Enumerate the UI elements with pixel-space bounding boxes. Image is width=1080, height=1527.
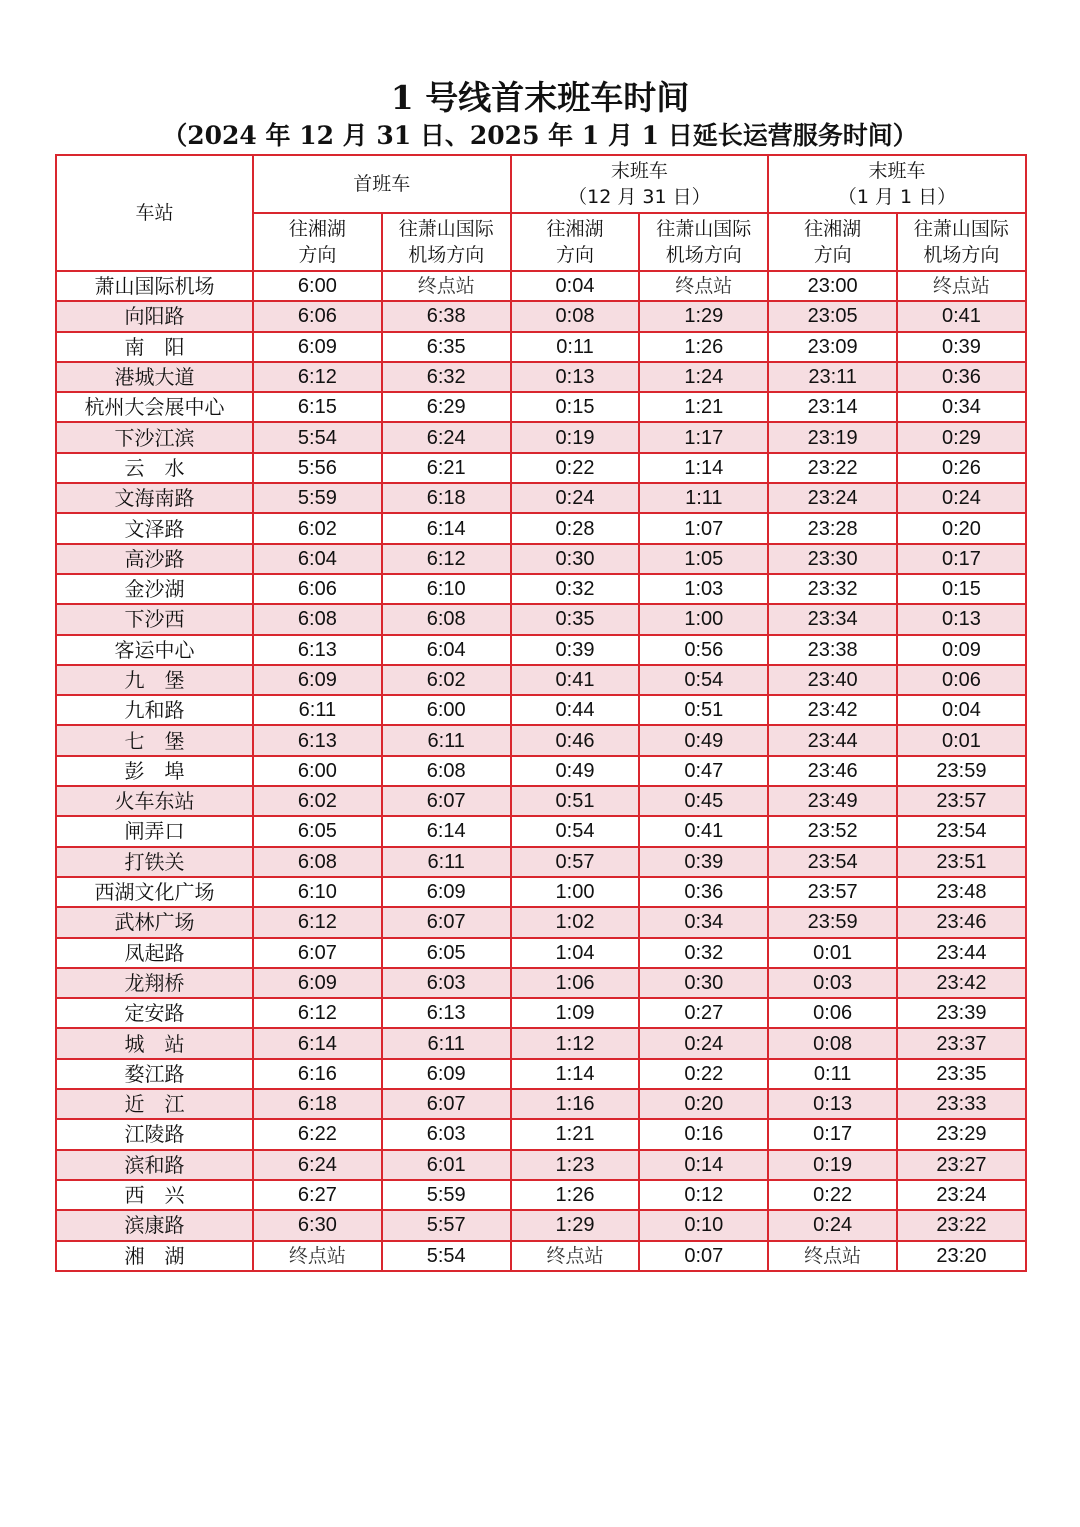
time-cell: 6:13: [382, 998, 511, 1028]
time-cell: 0:13: [897, 604, 1026, 634]
time-cell: 23:57: [768, 877, 897, 907]
time-cell: 6:12: [253, 907, 382, 937]
time-cell: 0:14: [639, 1150, 768, 1180]
time-cell: 5:57: [382, 1210, 511, 1240]
time-cell: 23:22: [768, 453, 897, 483]
table-row: [56, 968, 1026, 998]
table-row: [56, 938, 1026, 968]
time-cell: 6:27: [253, 1180, 382, 1210]
time-cell: 1:06: [511, 968, 640, 998]
time-cell: 6:05: [253, 816, 382, 846]
time-cell: 0:41: [639, 816, 768, 846]
time-cell: 0:19: [768, 1150, 897, 1180]
time-cell: 1:26: [511, 1180, 640, 1210]
time-cell: 23:42: [768, 695, 897, 725]
time-cell: 0:15: [511, 392, 640, 422]
time-cell: 0:24: [639, 1028, 768, 1058]
time-cell: 1:00: [511, 877, 640, 907]
time-cell: 6:08: [253, 604, 382, 634]
time-cell: 6:02: [253, 513, 382, 543]
time-cell: 0:10: [639, 1210, 768, 1240]
time-cell: 6:03: [382, 1119, 511, 1149]
header-dir-xianghu-jan1: [768, 213, 897, 271]
station-name: 龙翔桥: [56, 968, 253, 998]
time-cell: 23:57: [897, 786, 1026, 816]
time-cell: 0:30: [511, 544, 640, 574]
table-row: [56, 544, 1026, 574]
time-cell: 6:14: [382, 816, 511, 846]
time-cell: 1:12: [511, 1028, 640, 1058]
time-cell: 23:54: [768, 847, 897, 877]
header-last-train-dec31: [511, 155, 769, 213]
time-cell: 0:17: [897, 544, 1026, 574]
time-cell: 0:51: [511, 786, 640, 816]
time-cell: 0:20: [639, 1089, 768, 1119]
time-cell: 6:02: [382, 665, 511, 695]
time-cell: 6:12: [382, 544, 511, 574]
time-cell: 6:07: [253, 938, 382, 968]
time-cell: 6:12: [253, 998, 382, 1028]
header-last-train-dec31-line1: 末班车: [610, 160, 668, 182]
time-cell: 6:00: [382, 695, 511, 725]
table-row: [56, 1210, 1026, 1240]
time-cell: 0:30: [639, 968, 768, 998]
time-cell: 6:08: [382, 604, 511, 634]
time-cell: 0:04: [897, 695, 1026, 725]
terminal-cell: 终点站: [639, 271, 768, 301]
station-name: 近 江: [56, 1089, 253, 1119]
station-name: 城 站: [56, 1028, 253, 1058]
time-cell: 6:09: [253, 665, 382, 695]
time-cell: 0:15: [897, 574, 1026, 604]
time-cell: 6:09: [382, 877, 511, 907]
station-name: 滨和路: [56, 1150, 253, 1180]
time-cell: 23:32: [768, 574, 897, 604]
station-name: 杭州大会展中心: [56, 392, 253, 422]
time-cell: 23:44: [897, 938, 1026, 968]
time-cell: 6:09: [253, 968, 382, 998]
time-cell: 6:06: [253, 301, 382, 331]
page-title: 1 号线首末班车时间: [390, 78, 690, 117]
header-dir-line2: 机场方向: [665, 244, 742, 266]
time-cell: 23:51: [897, 847, 1026, 877]
time-cell: 6:21: [382, 453, 511, 483]
time-cell: 6:04: [382, 635, 511, 665]
time-cell: 1:14: [639, 453, 768, 483]
time-cell: 0:32: [511, 574, 640, 604]
header-first-train: 首班车: [253, 155, 511, 213]
table-row: [56, 635, 1026, 665]
timetable: [55, 154, 1027, 1272]
time-cell: 6:14: [253, 1028, 382, 1058]
header-dir-line1: 往湘湖: [288, 218, 346, 240]
time-cell: 6:07: [382, 1089, 511, 1119]
time-cell: 6:24: [253, 1150, 382, 1180]
time-cell: 0:09: [897, 635, 1026, 665]
table-row: [56, 362, 1026, 392]
station-name: 闸弄口: [56, 816, 253, 846]
time-cell: 1:14: [511, 1059, 640, 1089]
time-cell: 1:03: [639, 574, 768, 604]
time-cell: 0:57: [511, 847, 640, 877]
time-cell: 6:35: [382, 332, 511, 362]
time-cell: 0:36: [897, 362, 1026, 392]
time-cell: 0:22: [639, 1059, 768, 1089]
terminal-cell: 终点站: [768, 1241, 897, 1271]
time-cell: 0:54: [639, 665, 768, 695]
time-cell: 0:13: [768, 1089, 897, 1119]
time-cell: 23:49: [768, 786, 897, 816]
time-cell: 0:22: [511, 453, 640, 483]
time-cell: 6:16: [253, 1059, 382, 1089]
time-cell: 6:29: [382, 392, 511, 422]
station-name: 文海南路: [56, 483, 253, 513]
header-dir-line1: 往湘湖: [804, 218, 862, 240]
station-name: 火车东站: [56, 786, 253, 816]
time-cell: 6:12: [253, 362, 382, 392]
header-dir-airport-dec31: [639, 213, 768, 271]
header-dir-line1: 往萧山国际: [913, 218, 1009, 240]
time-cell: 1:21: [639, 392, 768, 422]
time-cell: 23:19: [768, 422, 897, 452]
time-cell: 6:00: [253, 756, 382, 786]
time-cell: 23:46: [897, 907, 1026, 937]
terminal-cell: 终点站: [382, 271, 511, 301]
time-cell: 0:47: [639, 756, 768, 786]
time-cell: 0:29: [897, 422, 1026, 452]
time-cell: 1:00: [639, 604, 768, 634]
time-cell: 23:48: [897, 877, 1026, 907]
time-cell: 6:09: [382, 1059, 511, 1089]
time-cell: 5:54: [253, 422, 382, 452]
time-cell: 5:56: [253, 453, 382, 483]
time-cell: 0:41: [897, 301, 1026, 331]
time-cell: 23:40: [768, 665, 897, 695]
station-name: 九 堡: [56, 665, 253, 695]
time-cell: 1:21: [511, 1119, 640, 1149]
time-cell: 23:59: [768, 907, 897, 937]
time-cell: 0:32: [639, 938, 768, 968]
header-last-train-jan1-line2: （1 月 1 日）: [837, 186, 957, 208]
time-cell: 0:12: [639, 1180, 768, 1210]
time-cell: 0:01: [897, 725, 1026, 755]
time-cell: 23:39: [897, 998, 1026, 1028]
station-name: 滨康路: [56, 1210, 253, 1240]
header-dir-line2: 方向: [298, 244, 337, 266]
station-name: 七 堡: [56, 725, 253, 755]
time-cell: 1:11: [639, 483, 768, 513]
time-cell: 6:13: [253, 725, 382, 755]
station-name: 文泽路: [56, 513, 253, 543]
terminal-cell: 终点站: [253, 1241, 382, 1271]
time-cell: 0:17: [768, 1119, 897, 1149]
time-cell: 6:01: [382, 1150, 511, 1180]
table-row: [56, 907, 1026, 937]
time-cell: 0:22: [768, 1180, 897, 1210]
station-name: 婺江路: [56, 1059, 253, 1089]
time-cell: 23:44: [768, 725, 897, 755]
time-cell: 6:10: [253, 877, 382, 907]
time-cell: 6:02: [253, 786, 382, 816]
table-row: [56, 271, 1026, 301]
time-cell: 0:08: [768, 1028, 897, 1058]
time-cell: 0:46: [511, 725, 640, 755]
station-name: 西 兴: [56, 1180, 253, 1210]
table-row: [56, 756, 1026, 786]
time-cell: 6:14: [382, 513, 511, 543]
table-row: [56, 332, 1026, 362]
time-cell: 0:11: [511, 332, 640, 362]
time-cell: 0:49: [639, 725, 768, 755]
time-cell: 5:59: [382, 1180, 511, 1210]
station-name: 武林广场: [56, 907, 253, 937]
terminal-cell: 终点站: [511, 1241, 640, 1271]
table-row: [56, 786, 1026, 816]
time-cell: 6:11: [382, 847, 511, 877]
header-last-train-dec31-line2: （12 月 31 日）: [568, 186, 711, 208]
time-cell: 0:26: [897, 453, 1026, 483]
time-cell: 23:28: [768, 513, 897, 543]
header-last-train-jan1-line1: 末班车: [868, 160, 926, 182]
table-row: [56, 1059, 1026, 1089]
time-cell: 0:49: [511, 756, 640, 786]
time-cell: 0:24: [897, 483, 1026, 513]
time-cell: 1:16: [511, 1089, 640, 1119]
table-row: [56, 483, 1026, 513]
table-row: [56, 301, 1026, 331]
time-cell: 23:24: [897, 1180, 1026, 1210]
time-cell: 6:04: [253, 544, 382, 574]
time-cell: 23:37: [897, 1028, 1026, 1058]
station-name: 金沙湖: [56, 574, 253, 604]
table-row: [56, 1241, 1026, 1271]
time-cell: 23:09: [768, 332, 897, 362]
time-cell: 23:20: [897, 1241, 1026, 1271]
header-dir-xianghu-dec31: [511, 213, 640, 271]
time-cell: 1:17: [639, 422, 768, 452]
time-cell: 0:07: [639, 1241, 768, 1271]
station-name: 南 阳: [56, 332, 253, 362]
time-cell: 6:10: [382, 574, 511, 604]
time-cell: 0:11: [768, 1059, 897, 1089]
time-cell: 0:04: [511, 271, 640, 301]
station-name: 下沙江滨: [56, 422, 253, 452]
time-cell: 1:05: [639, 544, 768, 574]
time-cell: 23:29: [897, 1119, 1026, 1149]
time-cell: 6:18: [253, 1089, 382, 1119]
station-name: 九和路: [56, 695, 253, 725]
time-cell: 0:51: [639, 695, 768, 725]
station-name: 西湖文化广场: [56, 877, 253, 907]
table-row: [56, 1089, 1026, 1119]
station-name: 高沙路: [56, 544, 253, 574]
time-cell: 6:30: [253, 1210, 382, 1240]
time-cell: 6:11: [382, 1028, 511, 1058]
time-cell: 6:08: [382, 756, 511, 786]
time-cell: 23:00: [768, 271, 897, 301]
time-cell: 23:22: [897, 1210, 1026, 1240]
table-row: [56, 816, 1026, 846]
time-cell: 0:06: [768, 998, 897, 1028]
station-name: 打铁关: [56, 847, 253, 877]
station-name: 定安路: [56, 998, 253, 1028]
table-row: [56, 574, 1026, 604]
time-cell: 23:42: [897, 968, 1026, 998]
time-cell: 6:24: [382, 422, 511, 452]
time-cell: 5:59: [253, 483, 382, 513]
table-row: [56, 422, 1026, 452]
table-row: [56, 1150, 1026, 1180]
time-cell: 0:39: [511, 635, 640, 665]
table-row: [56, 998, 1026, 1028]
time-cell: 6:11: [382, 725, 511, 755]
station-name: 向阳路: [56, 301, 253, 331]
terminal-cell: 终点站: [897, 271, 1026, 301]
time-cell: 0:27: [639, 998, 768, 1028]
time-cell: 6:00: [253, 271, 382, 301]
time-cell: 6:07: [382, 907, 511, 937]
time-cell: 6:09: [253, 332, 382, 362]
time-cell: 23:59: [897, 756, 1026, 786]
time-cell: 23:54: [897, 816, 1026, 846]
station-name: 彭 埠: [56, 756, 253, 786]
time-cell: 0:41: [511, 665, 640, 695]
station-name: 萧山国际机场: [56, 271, 253, 301]
table-row: [56, 1119, 1026, 1149]
header-last-train-jan1: [768, 155, 1026, 213]
time-cell: 23:11: [768, 362, 897, 392]
header-dir-airport-first: [382, 213, 511, 271]
header-dir-line1: 往萧山国际: [398, 218, 494, 240]
time-cell: 6:07: [382, 786, 511, 816]
time-cell: 1:26: [639, 332, 768, 362]
time-cell: 23:24: [768, 483, 897, 513]
time-cell: 0:16: [639, 1119, 768, 1149]
time-cell: 0:39: [639, 847, 768, 877]
time-cell: 1:24: [639, 362, 768, 392]
time-cell: 6:15: [253, 392, 382, 422]
time-cell: 0:06: [897, 665, 1026, 695]
station-name: 港城大道: [56, 362, 253, 392]
header-dir-xianghu-first: [253, 213, 382, 271]
time-cell: 6:22: [253, 1119, 382, 1149]
table-row: [56, 392, 1026, 422]
time-cell: 0:34: [897, 392, 1026, 422]
time-cell: 6:03: [382, 968, 511, 998]
table-row: [56, 1180, 1026, 1210]
header-dir-line2: 机场方向: [923, 244, 1000, 266]
time-cell: 6:38: [382, 301, 511, 331]
time-cell: 0:36: [639, 877, 768, 907]
time-cell: 0:34: [639, 907, 768, 937]
station-name: 下沙西: [56, 604, 253, 634]
time-cell: 0:56: [639, 635, 768, 665]
header-dir-line2: 机场方向: [408, 244, 485, 266]
header-dir-line1: 往萧山国际: [656, 218, 752, 240]
time-cell: 0:35: [511, 604, 640, 634]
time-cell: 1:07: [639, 513, 768, 543]
time-cell: 0:24: [511, 483, 640, 513]
time-cell: 0:44: [511, 695, 640, 725]
time-cell: 1:23: [511, 1150, 640, 1180]
station-name: 江陵路: [56, 1119, 253, 1149]
station-name: 湘 湖: [56, 1241, 253, 1271]
station-name: 凤起路: [56, 938, 253, 968]
time-cell: 5:54: [382, 1241, 511, 1271]
table-row: [56, 1028, 1026, 1058]
station-name: 云 水: [56, 453, 253, 483]
time-cell: 0:19: [511, 422, 640, 452]
time-cell: 0:24: [768, 1210, 897, 1240]
time-cell: 23:14: [768, 392, 897, 422]
time-cell: 23:46: [768, 756, 897, 786]
time-cell: 23:35: [897, 1059, 1026, 1089]
time-cell: 6:13: [253, 635, 382, 665]
header-dir-airport-jan1: [897, 213, 1026, 271]
page-subtitle: （2024 年 12 月 31 日、2025 年 1 月 1 日延长运营服务时间）: [162, 121, 918, 150]
time-cell: 0:39: [897, 332, 1026, 362]
table-row: [56, 453, 1026, 483]
time-cell: 23:05: [768, 301, 897, 331]
time-cell: 1:29: [511, 1210, 640, 1240]
time-cell: 1:29: [639, 301, 768, 331]
time-cell: 23:34: [768, 604, 897, 634]
time-cell: 0:28: [511, 513, 640, 543]
time-cell: 0:13: [511, 362, 640, 392]
time-cell: 23:27: [897, 1150, 1026, 1180]
time-cell: 6:18: [382, 483, 511, 513]
time-cell: 0:20: [897, 513, 1026, 543]
time-cell: 0:45: [639, 786, 768, 816]
time-cell: 1:02: [511, 907, 640, 937]
time-cell: 6:11: [253, 695, 382, 725]
table-row: [56, 513, 1026, 543]
header-station: 车站: [56, 155, 253, 271]
table-row: [56, 665, 1026, 695]
header-dir-line2: 方向: [813, 244, 852, 266]
table-row: [56, 877, 1026, 907]
table-row: [56, 725, 1026, 755]
time-cell: 6:32: [382, 362, 511, 392]
time-cell: 6:05: [382, 938, 511, 968]
time-cell: 23:52: [768, 816, 897, 846]
table-row: [56, 604, 1026, 634]
time-cell: 0:08: [511, 301, 640, 331]
time-cell: 0:03: [768, 968, 897, 998]
time-cell: 23:33: [897, 1089, 1026, 1119]
station-name: 客运中心: [56, 635, 253, 665]
time-cell: 0:54: [511, 816, 640, 846]
header-dir-line1: 往湘湖: [546, 218, 604, 240]
header-dir-line2: 方向: [556, 244, 595, 266]
time-cell: 0:01: [768, 938, 897, 968]
time-cell: 1:04: [511, 938, 640, 968]
table-row: [56, 695, 1026, 725]
time-cell: 23:38: [768, 635, 897, 665]
time-cell: 6:08: [253, 847, 382, 877]
table-row: [56, 847, 1026, 877]
time-cell: 1:09: [511, 998, 640, 1028]
time-cell: 23:30: [768, 544, 897, 574]
time-cell: 6:06: [253, 574, 382, 604]
